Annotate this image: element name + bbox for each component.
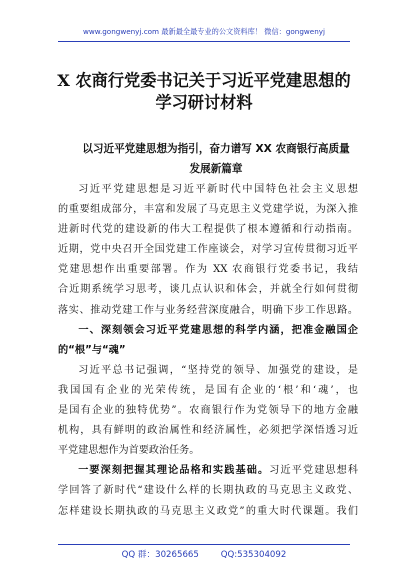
heading-line: 的“根”与“魂”: [58, 344, 126, 356]
text-line: 的重要组成部分，丰富和发展了马克思主义党建学说，为深入推: [58, 204, 358, 216]
text-run: 习近平党建思想科: [269, 465, 359, 477]
text-line: 是国有企业的独特优势”。农商银行作为党领导下的地方金融: [58, 405, 358, 417]
paragraph-3: [58, 461, 358, 521]
page-header: www.gongwenyj.com 最新最全最专业的公文资料库！ 微信：gongwenyj: [82, 27, 326, 36]
subtitle-line-2: 发展新篇章: [189, 163, 243, 175]
document-subtitle: [60, 139, 372, 179]
title-line-2: 学习研讨材料: [155, 93, 253, 112]
document-title: [40, 70, 368, 114]
title-line-1: X 农商行党委书记关于习近平党建思想的: [57, 71, 351, 90]
text-line: 机构，具有鲜明的政治属性和经济属性，必须把学深悟透习近: [58, 425, 358, 437]
text-line: 平党建思想作为首要政治任务。: [58, 445, 200, 457]
header-divider: [58, 41, 350, 42]
text-line: 合近期系统学习思考，谈几点认识和体会，并就全行如何贯彻: [58, 284, 358, 296]
text-line: 学回答了新时代“建设什么样的长期执政的马克思主义政党、: [58, 485, 358, 497]
section-heading-1: [58, 321, 358, 361]
footer-divider: [58, 544, 350, 545]
text-line: 进新时代党的建设新的伟大工程提供了根本遵循和行动指南。: [58, 224, 358, 236]
text-line: 近期，党中央召开全国党建工作座谈会，对学习宣传贯彻习近平: [58, 244, 358, 256]
text-line: 落实、推动党建工作与业务经营深度融合，明确下步工作思路。: [58, 304, 358, 316]
paragraph-2: [58, 361, 358, 461]
text-line: [58, 461, 358, 481]
text-line: 党建思想作出重要部署。作为 XX 农商银行党委书记，我结: [58, 264, 358, 276]
text-line: 怎样建设长期执政的马克思主义政党”的重大时代课题。我们: [58, 505, 358, 517]
text-line: 习近平总书记强调，“坚持党的领导、加强党的建设，是: [78, 364, 358, 376]
heading-line: 一、深刻领会习近平党建思想的科学内涵，把准金融国企: [78, 324, 358, 336]
document-body: [58, 180, 358, 522]
text-line: 习近平党建思想是习近平新时代中国特色社会主义思想: [78, 184, 358, 195]
paragraph-1: [58, 180, 358, 321]
text-line: 我国国有企业的光荣传统，是国有企业的‘根’和‘魂’，也: [58, 384, 358, 396]
emphasis-text: 一要深刻把握其理论品格和实践基础。: [78, 465, 270, 477]
subtitle-line-1: 以习近平党建思想为指引，奋力谱写 XX 农商银行高质量: [82, 143, 350, 155]
page-footer: QQ 群：30265665 QQ:535304092: [121, 550, 287, 560]
